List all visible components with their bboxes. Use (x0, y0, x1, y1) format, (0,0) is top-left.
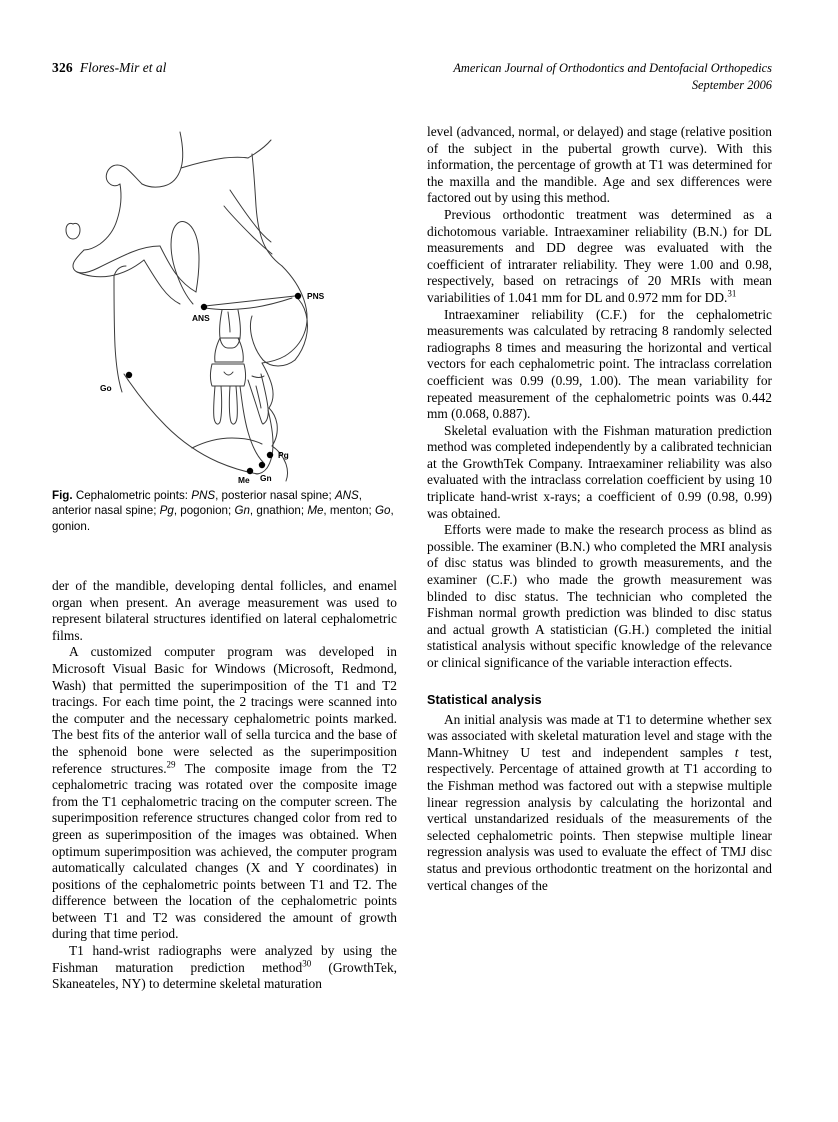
figure-point-end-4: ; (368, 504, 375, 518)
figure-point-abbr-ans: ANS (334, 489, 359, 502)
right-column-text (427, 124, 772, 894)
reference-29: 29 (166, 759, 176, 770)
paragraph-continued: der of the mandible, developing dental follicles, and enamel organ when present. An average measurement was used to represent bilateral structures identified on lateral cephalometric films. (52, 578, 397, 643)
marker-ans (201, 304, 207, 310)
label-me: Me (238, 475, 250, 484)
figure-point-name-pg: pogonion (180, 504, 228, 518)
figure-point-end-5: . (86, 519, 91, 533)
figure-point-abbr-pns: PNS (191, 489, 216, 502)
path-ramus-posterior (114, 276, 122, 392)
left-column-text (52, 578, 397, 993)
path-l1-lingual (248, 380, 263, 424)
figure-point-end-0: ; (328, 489, 335, 502)
figure-point-name-me: menton (329, 504, 369, 518)
path-symphysis-lingual (240, 386, 263, 462)
path-l1-pulp (256, 386, 261, 408)
path-pterygoid-tip (73, 250, 98, 273)
figure-point-sep-3: , (249, 504, 257, 518)
figure-caption (52, 484, 397, 534)
para-program-part-a: A customized computer program was developed in Microsoft Visual Basic for Windows (Microsoft, Redmond, Wash) that permitted the superimposition of the T1 and T2 tracings. For each time point, the 2 tracings were scanned into the computer and the necessary cephalometric points marked. The best fits of the anterior wall of sella turcica and the base of the sphenoid bone were selected as the superimposition reference structures. (52, 644, 397, 776)
path-sphenoid-slope (84, 184, 121, 250)
figure-point-end-2: ; (228, 504, 235, 518)
label-ans: ANS (192, 313, 210, 323)
label-go: Go (100, 383, 112, 393)
paragraph-intraexaminer: Intraexaminer reliability (C.F.) for the cephalometric measurements was calculated by retracing 8 randomly selected radiographs 8 times and measuring the horizontal and vertical vectors for each cephalometric point. The intraclass correlation coefficient was 0.99 (0.99, 1.00). The mean variability for repeated measurement of the cephalometric points was 0.442 mm (0.068, 0.887). (427, 306, 772, 422)
figure-point-abbr-pg: Pg (159, 504, 174, 518)
paragraph-statistical-analysis (427, 712, 772, 895)
path-l-molar-groove (224, 372, 233, 375)
paragraph-skeletal-evaluation: Skeletal evaluation with the Fishman maturation prediction method was completed independently by a calibrated technician at the GrowthTek Company. Intraexaminer reliability was also evaluated with the intraclass correlation coefficient by using 10 triplicate hand-wrist x-rays; a coefficient of 0.99 (0.98, 0.99) was obtained. (427, 422, 772, 521)
cephalometric-tracing-svg (52, 124, 397, 484)
path-cranial-upper (142, 132, 183, 187)
figure-caption-intro: Cephalometric points: (75, 489, 188, 502)
path-l-molar-distal-root (229, 386, 237, 424)
figure-point-sep-4: , (323, 504, 330, 518)
figure-point-abbr-gn: Gn (234, 504, 250, 518)
journal-title: American Journal of Orthodontics and Dentofacial Orthopedics (453, 61, 772, 75)
figure-point-sep-2: , (173, 504, 181, 518)
path-l1-labial (261, 374, 268, 424)
reference-31: 31 (727, 288, 737, 299)
path-palate-inferior (205, 298, 292, 310)
marker-pns (295, 293, 301, 299)
figure-point-name-ans: anterior nasal spine (52, 504, 154, 518)
path-tuberosity-base (263, 360, 295, 366)
landmark-markers (126, 293, 301, 474)
label-gn: Gn (260, 473, 272, 483)
figure-point-name-pns: posterior nasal spine (221, 489, 329, 502)
figure-block (52, 124, 397, 534)
path-nose-tip (282, 266, 307, 356)
para-stat-part-a: An initial analysis was made at T1 to determine whether sex was associated with skeletal maturation level and stage with the Mann-Whitney U test and independent samples (427, 711, 772, 760)
page-number: 326 (52, 60, 73, 75)
figure-point-abbr-me: Me (307, 504, 324, 518)
path-pterygoid-lower (77, 260, 144, 277)
marker-pg (267, 452, 273, 458)
path-u1-mesial (220, 310, 228, 348)
para-previous-part-a: Previous orthodontic treatment was determined as a dichotomous variable. Intraexaminer reliability (B.N.) for DL measurements and DD degree was evaluated with the coefficient of intrarater reliability. They were 1.00 and 0.98, respectively, based on retracings of 20 MRIs with mean variabilities of 1.041 mm for DL and 0.972 mm for DD. (427, 206, 772, 305)
marker-gn (259, 462, 265, 468)
path-posterior-cranium (248, 140, 271, 158)
path-mandible-inferior (124, 374, 258, 474)
paragraph-hand-wrist (52, 943, 397, 993)
stat-italic-t: t (734, 744, 739, 760)
marker-go (126, 372, 132, 378)
path-u1-distal (232, 310, 240, 348)
running-head (52, 60, 772, 96)
figure-point-name-go: gonion (52, 519, 87, 533)
para-handwrist-part-a: T1 hand-wrist radiographs were analyzed by using the Fishman maturation prediction method (52, 943, 397, 975)
path-foramen-ellipse (66, 223, 80, 239)
figure-point-end-3: ; (300, 504, 308, 518)
path-pterygoid-upper (98, 246, 160, 268)
path-u1-pulp (228, 312, 230, 332)
running-head-left (52, 60, 166, 76)
path-cranial-floor (181, 157, 248, 168)
running-head-right (453, 60, 772, 94)
path-l1-incisal-edge (252, 376, 264, 378)
paragraph-previous-treatment (427, 207, 772, 307)
figure-point-sep-1: , (358, 489, 363, 502)
cephalometric-tracing (52, 124, 397, 484)
figure-point-name-gn: gnathion (256, 504, 301, 518)
paragraph-computer-program (52, 644, 397, 943)
para-program-part-b: The composite image from the T2 cephalometric tracing was rotated over the composite image from the T1 cephalometric tracing on the computer screen. The superimposition reference structures changed color from red to green as superimposition of the images was obtained. When optimum superimposition was achieved, the computer program automatically calculated changes (X and Y coordinates) in positions of the cephalometric points between T1 and T2. The difference between the location of the cephalometric points between T1 and T2 was considered the amount of growth during that time period. (52, 760, 397, 942)
path-orbital-floor (160, 246, 196, 292)
label-pns: PNS (307, 291, 325, 301)
label-pg: Pg (278, 450, 289, 460)
para-stat-part-b: test, respectively. Percentage of attained growth at T1 according to the Fishman method was factored out with a stepwise multiple linear regression analysis by calculating the horizontal and vertical unstandarized residuals of the measurements of the selected cephalometric points. Then stepwise multiple linear regression analysis was used to evaluate the effect of TMJ disc status and previous orthodontic treatment on the horizontal and vertical changes of the (427, 744, 772, 893)
path-forehead-profile (252, 154, 282, 266)
marker-me (247, 468, 253, 474)
paragraph-blinding-efforts: Efforts were made to make the research process as blind as possible. The examiner (B.N.) who completed the MRI analysis of disc status was blinded to growth measurements, and the examiner (C.F.) who made the growth measurement was blinded to disc status. The technician who completed the Fishman normal growth prediction was blinded to disc status and actual growth A statistician (G.H.) completed the initial statistical analysis without specific knowledge of the relevance or clinical significance of the variable interaction effects. (427, 522, 772, 670)
path-sella (106, 165, 142, 186)
issue-date: September 2006 (691, 78, 772, 92)
figure-caption-label: Fig. (52, 489, 73, 502)
running-head-author: Flores-Mir et al (79, 60, 167, 75)
figure-point-end-1: ; (153, 504, 160, 518)
reference-30: 30 (302, 958, 312, 969)
figure-point-sep-5: , (390, 504, 394, 518)
figure-point-abbr-go: Go (375, 504, 391, 518)
path-pterygomaxillary (251, 316, 264, 360)
paragraph-level: level (advanced, normal, or delayed) and stage (relative position of the subject in the pubertal growth curve). With this information, the percentage of growth at T1 was determined for the maxilla and the mandible. Age and sex differences were factored out by using this method. (427, 124, 772, 206)
path-l-molar-mesial-root (214, 386, 222, 424)
figure-point-sep-0: , (215, 489, 222, 502)
para-handwrist-part-b: (GrowthTek, Skaneateles, NY) to determine skeletal maturation (52, 959, 398, 992)
section-heading-statistical-analysis: Statistical analysis (427, 692, 542, 707)
